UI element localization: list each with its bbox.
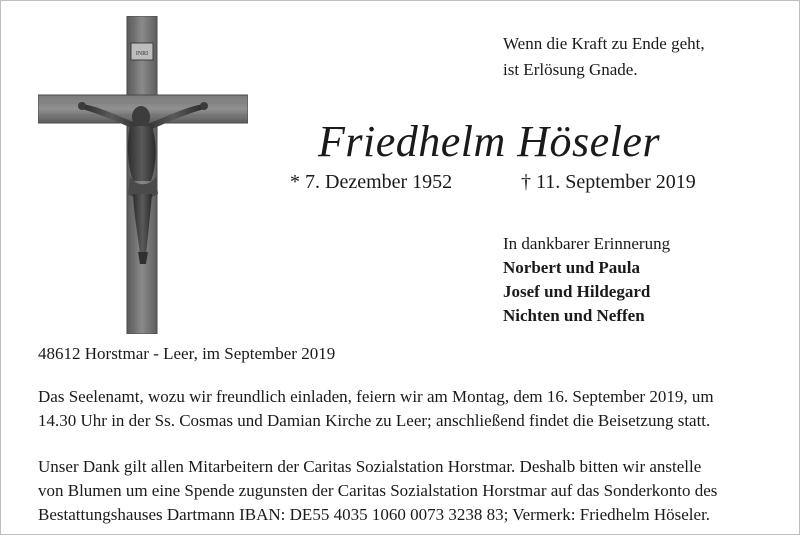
birth-date: * 7. Dezember 1952 — [290, 171, 453, 193]
deceased-name: Friedhelm Höseler — [318, 117, 661, 166]
mourner-name: Norbert und Paula — [503, 258, 640, 277]
quote-line: ist Erlösung Gnade. — [503, 60, 638, 79]
mourners — [503, 232, 783, 328]
mourner-name: Josef und Hildegard — [503, 282, 651, 301]
text-line: von Blumen um eine Spende zugunsten der Caritas Sozialstation Horstmar auf das Sonderkonto des — [38, 481, 718, 500]
mourners-intro: In dankbarer Erinnerung — [503, 234, 671, 253]
death-date: † 11. September 2019 — [521, 171, 696, 193]
service-paragraph — [38, 385, 768, 433]
text-line: Bestattungshauses Dartmann IBAN: DE55 4035 1060 0073 3238 83; Vermerk: Friedhelm Höseler. — [38, 505, 711, 524]
thanks-paragraph — [38, 455, 768, 527]
crucifix-image — [38, 16, 248, 334]
svg-text:INRI: INRI — [135, 51, 149, 57]
inri-plaque — [131, 43, 153, 60]
quote-line: Wenn die Kraft zu Ende geht, — [503, 34, 705, 53]
text-line: Das Seelenamt, wozu wir freundlich einladen, feiern wir am Montag, dem 16. September 2019, um — [38, 387, 714, 406]
place-date: 48612 Horstmar - Leer, im September 2019 — [38, 344, 336, 363]
text-line: Unser Dank gilt allen Mitarbeitern der Caritas Sozialstation Horstmar. Deshalb bitten wir anstelle — [38, 457, 702, 476]
text-line: 14.30 Uhr in der Ss. Cosmas und Damian Kirche zu Leer; anschließend findet die Beisetzung statt. — [38, 411, 711, 430]
mourner-name: Nichten und Neffen — [503, 306, 645, 325]
quote — [503, 31, 783, 83]
